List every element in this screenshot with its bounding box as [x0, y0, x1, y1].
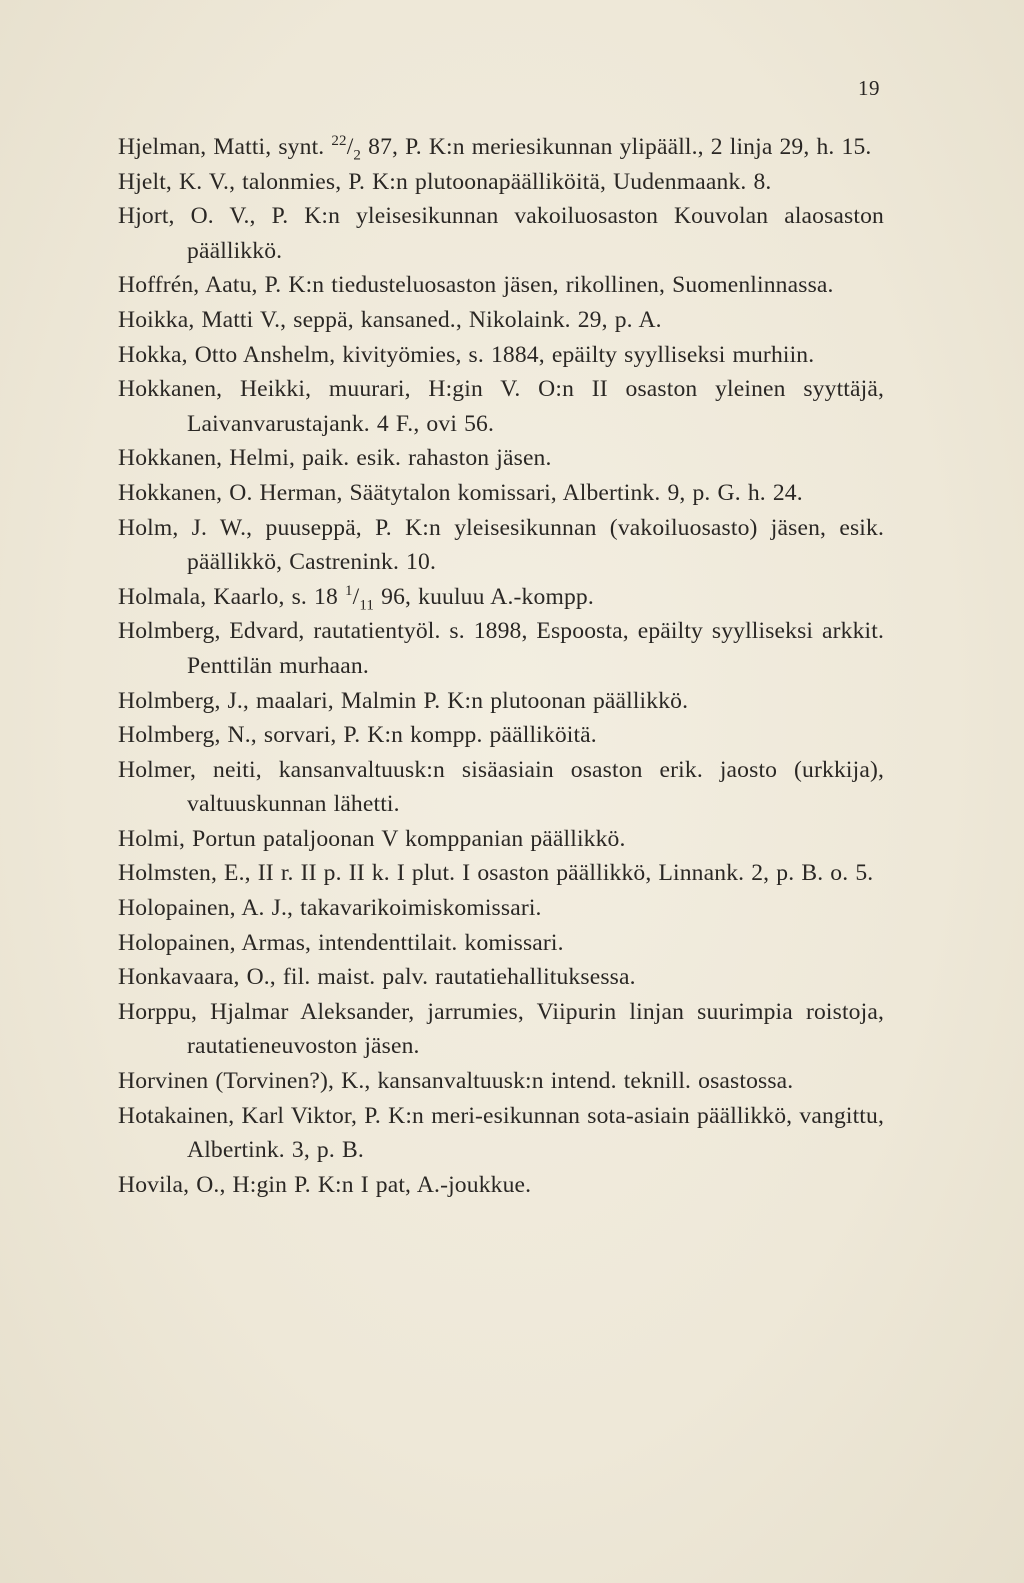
register-entry: Holmer, neiti, kansanvaltuusk:n sisäasiain osaston erik. jaosto (urkkija), valtuuskunnan lähetti. [118, 756, 884, 818]
entry-text: Hjelman, Matti, synt. [118, 134, 332, 160]
register-entry: Holmsten, E., II r. II p. II k. I plut. I osaston päällikkö, Linnank. 2, p. B. o. 5. [118, 860, 874, 887]
register-entry: Holm, J. W., puuseppä, P. K:n yleisesikunnan (vakoiluosasto) jäsen, esik. päällikkö, Castrenink. 10. [118, 514, 884, 576]
register-entry: Holmala, Kaarlo, s. 18 $^1/_{11}$ 96, kuuluu A.-kompp. [118, 582, 594, 614]
register-entry: Hokkanen, O. Herman, Säätytalon komissari, Albertink. 9, p. G. h. 24. [118, 479, 803, 506]
entry-text: 87, P. K:n meriesikunnan ylipääll., 2 linja 29, h. 15. [361, 134, 872, 160]
register-entry: Hjelt, K. V., talonmies, P. K:n plutoonapäälliköitä, Uudenmaank. 8. [118, 168, 772, 195]
entry-text: 96, kuuluu A.-kompp. [374, 583, 594, 610]
register-entry: Hotakainen, Karl Viktor, P. K:n meri-esikunnan sota-asiain päällikkö, vangittu, Albertink. 3, p. B. [118, 1102, 884, 1164]
register-entry: Hovila, O., H:gin P. K:n I pat, A.-joukkue. [118, 1171, 532, 1198]
register-entry: Hoffrén, Aatu, P. K:n tiedusteluosaston jäsen, rikollinen, Suomenlinnassa. [118, 272, 834, 299]
fraction-denominator: 11 [359, 597, 375, 614]
register-entry: Horvinen (Torvinen?), K., kansanvaltuusk:n intend. teknill. osastossa. [118, 1068, 794, 1095]
register-entry: Holmberg, J., maalari, Malmin P. K:n plutoonan päällikkö. [118, 687, 689, 714]
name-register [118, 130, 884, 1202]
register-entry: Hjort, O. V., P. K:n yleisesikunnan vakoiluosaston Kouvolan alaosaston päällikkö. [118, 203, 884, 264]
page-number: 19 [858, 76, 880, 100]
register-entry: Hokka, Otto Anshelm, kivityömies, s. 1884, epäilty syylliseksi murhiin. [118, 341, 815, 368]
fraction-numerator: 22 [331, 133, 347, 150]
fraction-denominator: 2 [353, 147, 362, 164]
register-entry: Holmi, Portun pataljoonan V komppanian päällikkö. [118, 825, 626, 852]
register-entry: Holmberg, N., sorvari, P. K:n kompp. päälliköitä. [118, 722, 597, 749]
register-entry: Holopainen, A. J., takavarikoimiskomissari. [118, 895, 542, 922]
register-entry: Holopainen, Armas, intendenttilait. komissari. [118, 929, 564, 956]
register-entry: Horppu, Hjalmar Aleksander, jarrumies, Viipurin linjan suurimpia roistoja, rautatieneuvoston jäsen. [118, 998, 884, 1060]
register-entry: Honkavaara, O., fil. maist. palv. rautatiehallituksessa. [118, 964, 636, 991]
register-entry: Hokkanen, Helmi, paik. esik. rahaston jäsen. [118, 445, 552, 472]
register-entry: Hoikka, Matti V., seppä, kansaned., Nikolaink. 29, p. A. [118, 306, 662, 333]
register-entry: Holmberg, Edvard, rautatientyöl. s. 1898, Espoosta, epäilty syylliseksi arkkit. Penttilän murhaan. [118, 618, 884, 679]
register-entry: Hokkanen, Heikki, muurari, H:gin V. O:n II osaston yleinen syyttäjä, Laivanvarustajank. 4 F., ovi 56. [118, 376, 884, 437]
register-entry: Hjelman, Matti, synt. $^{22}/_2$ 87, P. K:n meriesikunnan ylipääll., 2 linja 29, h. 15. [118, 133, 872, 164]
entry-text: Holmala, Kaarlo, s. 18 [118, 583, 345, 610]
fraction-numerator: 1 [344, 582, 353, 599]
